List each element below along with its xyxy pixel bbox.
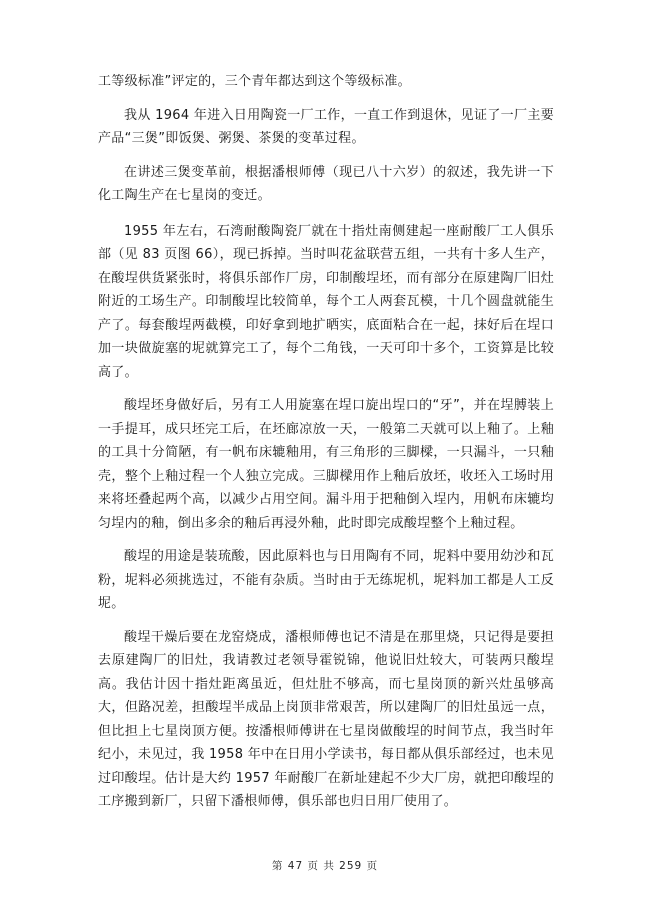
- footer-suffix: 页: [366, 860, 379, 872]
- paragraph-6: 酸埕的用途是装琉酸，因此原料也与日用陶有不同，坭料中要用幼沙和瓦粉，坭料必须挑选过，不能有杂质。当时由于无练坭机，坭料加工都是人工反坭。: [98, 549, 554, 611]
- paragraph-3: 在讲述三煲变革前，根据潘根师傅（现已八十六岁）的叙述，我先讲一下化工陶生产在七星岗的变迁。: [98, 164, 554, 203]
- paragraph-5: 酸埕坯身做好后，另有工人用旋塞在埕口旋出埕口的“牙”，并在埕膊装上一手提耳，成只坯完工后，在坯廊凉放一天，一般第二天就可以上釉了。上釉的工具十分简陋，有一帆布床辘釉用，有三角形的三脚樑，一只漏斗，一只釉壳，整个上釉过程一个人独立完成。三脚樑用作上釉后放坯，收坯入工场时用来将坯叠起两个高，以减少占用空间。漏斗用于把釉倒入埕内，用帆布床辘均匀埕内的釉，倒出多余的釉后再浸外釉，此时即完成酸埕整个上釉过程。: [98, 398, 554, 531]
- paragraph-2: 我从 1964 年进入日用陶瓷一厂工作，一直工作到退休，见证了一厂主要产品“三煲”即饭煲、粥煲、茶煲的变革过程。: [98, 107, 554, 146]
- footer-page-label: 页: [307, 860, 319, 872]
- footer-prefix: 第: [271, 860, 284, 872]
- document-body: [98, 70, 554, 824]
- paragraph-7: 酸埕干燥后要在龙窑烧成，潘根师傅也记不清是在那里烧，只记得是要担去原建陶厂的旧灶，我请教过老领导霍锐锦，他说旧灶较大，可装两只酸埕高。我估计因十指灶距离虽近，但灶肚不够高，而七星岗顶的新兴灶虽够高大，但路况差，担酸埕半成品上岗顶非常艰苦，所以建陶厂的旧灶虽远一点，但比担上七星岗顶方便。按潘根师傅讲在七星岗做酸埕的时间节点，我当时年纪小，未见过，我 1958 年中在日用小学读书，每日都从俱乐部经过，也未见过印酸埕。估计是大约 1957 年耐酸厂在新址建起不少大厂房，就把印酸埕的工序搬到新厂，只留下潘根师傅，俱乐部也归日用厂使用了。: [98, 629, 554, 809]
- page-footer: [0, 858, 650, 873]
- paragraph-4: 1955 年左右，石湾耐酸陶瓷厂就在十指灶南侧建起一座耐酸厂工人俱乐部（见 83 页图 66），现已拆掉。当时叫花盆联营五组，一共有十多人生产，在酸埕供货紧张时，将俱乐部作厂房，印制酸埕坯，而有部分在原建陶厂旧灶附近的工场生产。印制酸埕比较简单，每个工人两套瓦模，十几个圆盘就能生产了。每套酸埕两截模，印好拿到地扩晒实，底面粘合在一起，抹好后在埕口加一块做旋塞的坭就算完工了，每个二角钱，一天可印十多个，工资算是比较高了。: [98, 223, 554, 380]
- footer-total-label: 共: [323, 860, 335, 872]
- paragraph-1: 工等级标准”评定的，三个青年都达到这个等级标准。: [98, 74, 411, 89]
- footer-current-page: 47: [287, 860, 304, 872]
- footer-total-pages: 259: [339, 860, 363, 872]
